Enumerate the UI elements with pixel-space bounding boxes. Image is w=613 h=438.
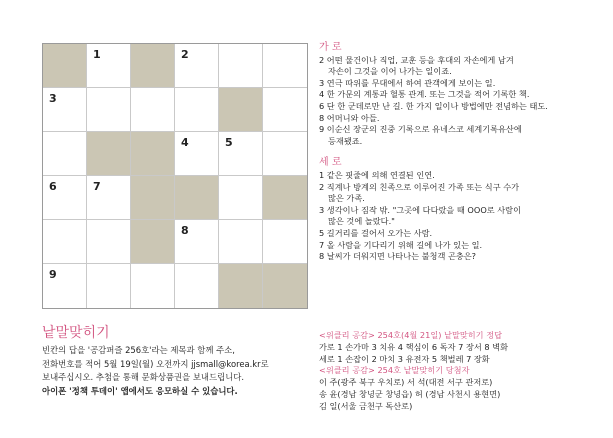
grid-answer-cell[interactable] xyxy=(175,220,219,264)
grid-answer-cell[interactable] xyxy=(175,44,219,88)
grid-block-cell xyxy=(263,176,307,220)
across-clue: 2 어떤 물건이나 직업, 교훈 등을 후대의 자손에게 남겨 xyxy=(319,54,514,65)
across-clue: 9 이순신 장군의 진중 기록으로 유네스코 세계기록유산에 xyxy=(319,124,522,135)
crossword-grid xyxy=(42,43,308,309)
winner-line: 김 일(서울 금천구 독산로) xyxy=(319,400,413,411)
winners-heading: <위클리 공감> 254호 낱말맞히기 당첨자 xyxy=(319,365,470,376)
down-clue: 많은 가족. xyxy=(328,193,365,204)
answers-down: 세로 1 손잡이 2 마치 3 유전자 5 책벌레 7 장화 xyxy=(319,353,490,364)
grid-answer-cell[interactable] xyxy=(219,176,263,220)
grid-block-cell xyxy=(263,264,307,308)
across-clue: 자손이 그것을 이어 나가는 일이죠. xyxy=(328,66,452,77)
grid-answer-cell[interactable] xyxy=(263,88,307,132)
grid-answer-cell[interactable] xyxy=(87,176,131,220)
down-clue: 2 직계나 방계의 친족으로 이루어진 가족 또는 식구 수가 xyxy=(319,181,520,192)
contest-title: 낱말맞히기 xyxy=(42,325,110,341)
winner-line: 송 윤(경남 창녕군 창녕읍) 허 (경남 사천시 용현면) xyxy=(319,388,501,399)
clue-number: 3 xyxy=(49,92,57,105)
answers-heading: <위클리 공감> 254호(4월 21일) 낱말맞히기 정답 xyxy=(319,330,503,340)
grid-block-cell xyxy=(43,44,87,88)
grid-answer-cell[interactable] xyxy=(219,220,263,264)
grid-block-cell xyxy=(175,176,219,220)
grid-answer-cell[interactable] xyxy=(175,264,219,308)
grid-block-cell xyxy=(219,88,263,132)
down-clue: 1 같은 핏줄에 의해 연결된 인연. xyxy=(319,169,435,180)
grid-answer-cell[interactable] xyxy=(219,44,263,88)
across-heading: 가 로 xyxy=(319,42,342,53)
grid-answer-cell[interactable] xyxy=(43,220,87,264)
grid-answer-cell[interactable] xyxy=(219,132,263,176)
grid-block-cell xyxy=(131,132,175,176)
grid-answer-cell[interactable] xyxy=(87,264,131,308)
grid-answer-cell[interactable] xyxy=(131,88,175,132)
app-note: 아이폰 '정책 투데이' 앱에서도 응모하실 수 있습니다. xyxy=(42,385,238,396)
grid-answer-cell[interactable] xyxy=(87,220,131,264)
grid-answer-cell[interactable] xyxy=(43,132,87,176)
grid-answer-cell[interactable] xyxy=(175,88,219,132)
across-clue: 4 한 가문의 계통과 혈통 관계. 또는 그것을 적어 기록한 책. xyxy=(319,89,530,100)
instruction-line: 전화번호를 적어 5월 19일(월) 오전까지 jjsmall@korea.kr로 xyxy=(42,358,269,369)
grid-answer-cell[interactable] xyxy=(43,176,87,220)
grid-block-cell xyxy=(131,220,175,264)
grid-answer-cell[interactable] xyxy=(263,220,307,264)
grid-block-cell xyxy=(131,44,175,88)
down-clue: 3 생각이나 짐작 밖. "그곳에 다다랐을 때 OOO로 사람이 xyxy=(319,204,522,215)
down-clue: 5 길거리를 걸어서 오가는 사람. xyxy=(319,227,433,238)
grid-block-cell xyxy=(87,132,131,176)
answers-across: 가로 1 손가마 3 치유 4 핵심이 6 독자 7 장서 8 벽화 xyxy=(319,341,509,352)
across-clue: 8 어머니와 아들. xyxy=(319,112,380,123)
grid-answer-cell[interactable] xyxy=(175,132,219,176)
clue-panel xyxy=(319,42,611,263)
winner-line: 이 주(광주 북구 우치로) 서 석(대전 서구 관저로) xyxy=(319,377,493,388)
grid-answer-cell[interactable] xyxy=(131,264,175,308)
instruction-line: 보내주십시오. 추첨을 통해 문화상품권을 보내드립니다. xyxy=(42,372,245,383)
across-clue: 6 단 한 군데로만 난 길. 한 가지 일이나 방법에만 전념하는 태도. xyxy=(319,100,548,111)
clue-number: 4 xyxy=(181,136,189,149)
clue-number: 7 xyxy=(93,180,101,193)
instruction-line: 빈칸의 답을 '공감퍼즐 256호'라는 제목과 함께 주소, xyxy=(42,345,235,355)
clue-number: 1 xyxy=(93,48,101,61)
down-heading: 세 로 xyxy=(319,157,342,169)
across-clue-list xyxy=(319,55,611,148)
across-clue: 3 연극 따위를 무대에서 하여 관객에게 보이는 일. xyxy=(319,77,496,88)
grid-block-cell xyxy=(131,176,175,220)
clue-number: 5 xyxy=(225,136,233,149)
grid-answer-cell[interactable] xyxy=(87,44,131,88)
grid-answer-cell[interactable] xyxy=(43,264,87,308)
down-clue: 많은 것에 놀랐다." xyxy=(328,216,395,227)
grid-answer-cell[interactable] xyxy=(87,88,131,132)
clue-number: 9 xyxy=(49,268,57,281)
clue-number: 2 xyxy=(181,48,189,61)
down-clue: 7 올 사람을 기다리기 위해 길에 나가 있는 일. xyxy=(319,239,483,250)
previous-answers xyxy=(319,330,611,413)
down-clue: 8 날씨가 더워지면 나타나는 불청객 곤충은? xyxy=(319,251,477,262)
clue-number: 6 xyxy=(49,180,57,193)
grid-answer-cell[interactable] xyxy=(43,88,87,132)
clue-number: 8 xyxy=(181,224,189,237)
contest-instructions xyxy=(42,324,302,398)
grid-answer-cell[interactable] xyxy=(263,132,307,176)
across-clue: 등재됐죠. xyxy=(328,135,363,146)
down-clue-list xyxy=(319,170,611,263)
grid-block-cell xyxy=(219,264,263,308)
grid-answer-cell[interactable] xyxy=(263,44,307,88)
